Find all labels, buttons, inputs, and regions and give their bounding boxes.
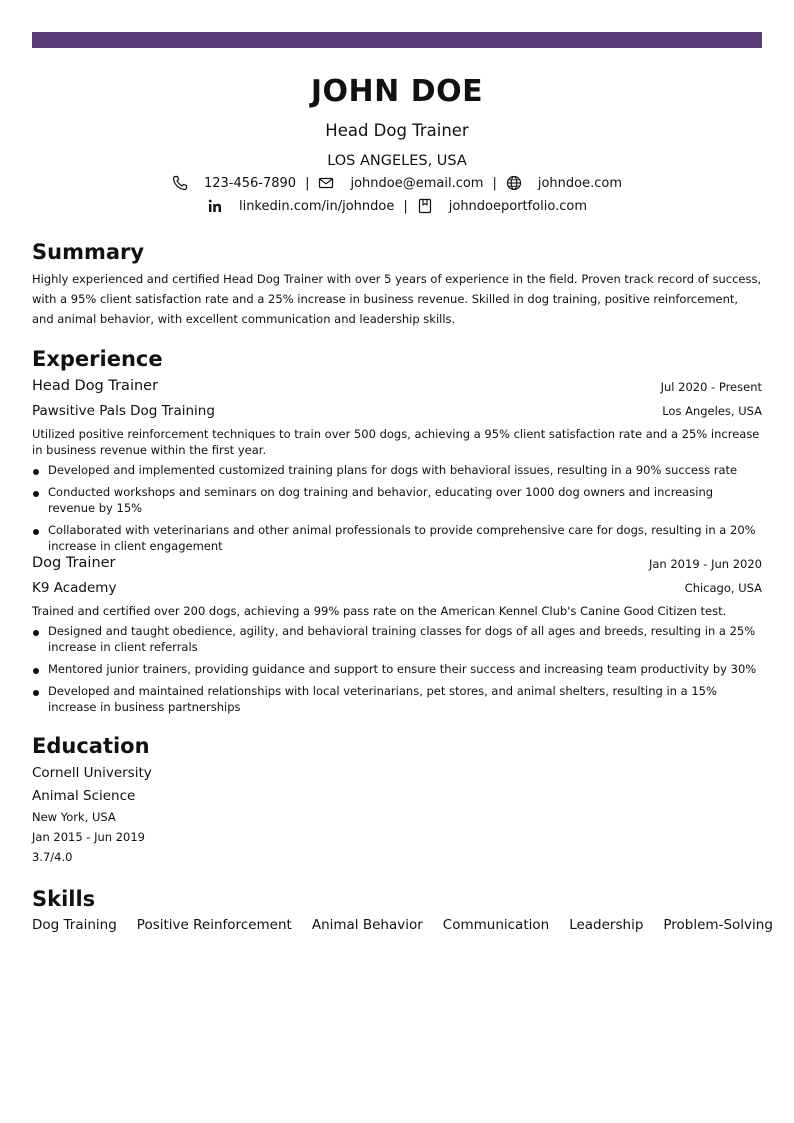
contact-row-secondary xyxy=(32,196,762,216)
education-dates: Jan 2015 - Jun 2019 xyxy=(32,830,146,844)
job-bullets xyxy=(32,462,762,560)
list-item xyxy=(32,484,762,516)
skills-list xyxy=(32,917,773,933)
skill-item: Positive Reinforcement xyxy=(136,917,292,933)
skill-item: Dog Training xyxy=(32,917,117,933)
education-degree: Animal Science xyxy=(32,788,136,804)
bullet-text: Developed and implemented customized training plans for dogs with behavioral issues, resulting in a 90% success rate xyxy=(48,463,738,477)
portfolio-icon xyxy=(417,198,433,214)
phone-link[interactable]: 123-456-7890 xyxy=(203,175,297,191)
bullet-dot xyxy=(33,529,39,535)
portfolio-link[interactable]: johndoeportfolio.com xyxy=(448,198,588,214)
separator: | xyxy=(403,198,408,214)
job-company: Pawsitive Pals Dog Training xyxy=(32,403,215,419)
bullet-dot xyxy=(33,630,39,636)
education-gpa: 3.7/4.0 xyxy=(32,850,73,864)
candidate-name: JOHN DOE xyxy=(310,74,484,109)
bullet-text: Mentored junior trainers, providing guidance and support to ensure their success and increasing team productivity by 30% xyxy=(48,662,757,676)
summary-text: Highly experienced and certified Head Dog Trainer with over 5 years of experience in the field. Proven track record of success, with a 95% client satisfaction rate and a 25% increase in business revenue. Skilled in dog training, positive reinforcement, and animal behavior, with excellent communication and leadership skills. xyxy=(32,272,762,326)
education-heading: Education xyxy=(32,734,150,758)
linkedin-link[interactable]: linkedin.com/in/johndoe xyxy=(238,198,395,214)
skill-item: Animal Behavior xyxy=(311,917,423,933)
bullet-dot xyxy=(33,690,39,696)
skill-item: Communication xyxy=(442,917,550,933)
skill-item: Problem-Solving xyxy=(663,917,773,933)
list-item xyxy=(32,623,762,655)
job-dates: Jan 2019 - Jun 2020 xyxy=(648,557,762,571)
globe-icon xyxy=(506,175,522,191)
bullet-dot xyxy=(33,668,39,674)
education-location: New York, USA xyxy=(32,810,116,824)
skills-heading: Skills xyxy=(32,887,96,911)
education-school: Cornell University xyxy=(32,765,152,781)
separator: | xyxy=(492,175,497,191)
bullet-text: Collaborated with veterinarians and other animal professionals to provide comprehensive care for dogs, resulting in a 20% increase in client engagement xyxy=(48,523,756,553)
list-item xyxy=(32,661,762,677)
bullet-dot xyxy=(33,491,39,497)
job-role: Dog Trainer xyxy=(32,555,116,571)
email-link[interactable]: johndoe@email.com xyxy=(350,175,484,191)
candidate-location: LOS ANGELES, USA xyxy=(327,153,467,169)
candidate-title: Head Dog Trainer xyxy=(325,121,469,140)
bullet-dot xyxy=(33,469,39,475)
list-item xyxy=(32,462,762,478)
job-dates: Jul 2020 - Present xyxy=(660,380,762,394)
separator: | xyxy=(305,175,310,191)
bullet-text: Designed and taught obedience, agility, and behavioral training classes for dogs of all ages and breeds, resulting in a 25% increase in client referrals xyxy=(48,624,756,654)
job-company: K9 Academy xyxy=(32,580,117,596)
list-item xyxy=(32,522,762,554)
job-description: Utilized positive reinforcement techniques to train over 500 dogs, achieving a 95% client satisfaction rate and a 25% increase in business revenue within the first year. xyxy=(32,427,760,457)
phone-icon xyxy=(172,175,188,191)
experience-heading: Experience xyxy=(32,347,163,371)
job-role: Head Dog Trainer xyxy=(32,378,159,394)
summary-heading: Summary xyxy=(32,240,145,264)
website-link[interactable]: johndoe.com xyxy=(537,175,623,191)
linkedin-icon xyxy=(207,198,223,214)
job-bullets xyxy=(32,623,762,721)
mail-icon xyxy=(318,175,334,191)
contact-row-primary xyxy=(32,173,762,193)
bullet-text: Conducted workshops and seminars on dog training and behavior, educating over 1000 dog owners and increasing revenue by 15% xyxy=(48,485,714,515)
job-location: Chicago, USA xyxy=(684,581,762,595)
job-description: Trained and certified over 200 dogs, achieving a 99% pass rate on the American Kennel Club's Canine Good Citizen test. xyxy=(32,604,727,618)
skill-item: Leadership xyxy=(569,917,644,933)
job-location: Los Angeles, USA xyxy=(662,404,762,418)
list-item xyxy=(32,683,762,715)
accent-bar xyxy=(32,32,762,48)
bullet-text: Developed and maintained relationships with local veterinarians, pet stores, and animal shelters, resulting in a 15% increase in business partnerships xyxy=(48,684,717,714)
